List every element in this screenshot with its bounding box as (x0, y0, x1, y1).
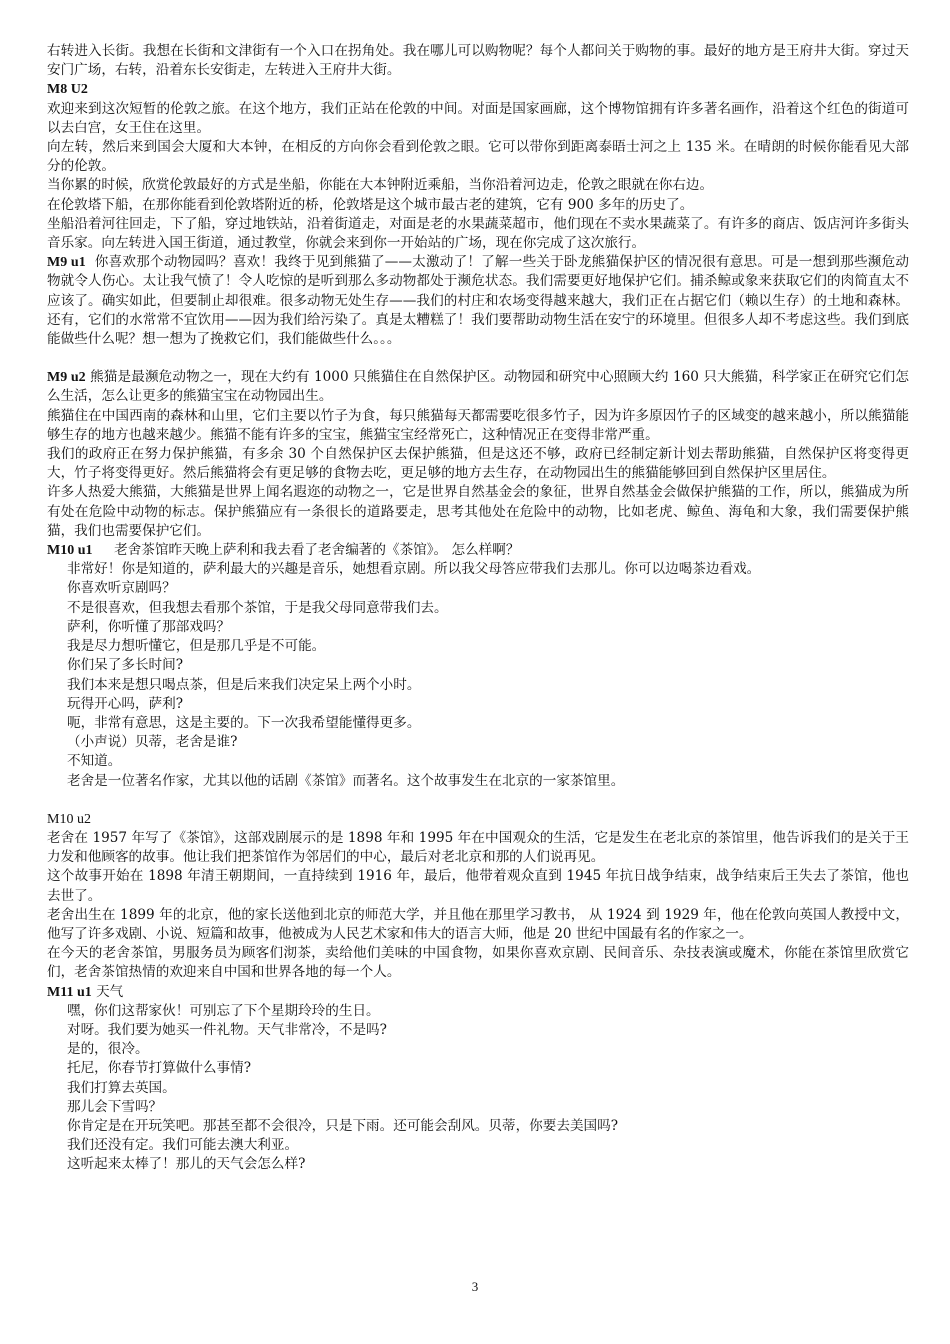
section-m8u2 (47, 80, 909, 253)
dialogue-line: 你肯定是在开玩笑吧。那甚至都不会很冷，只是下雨。还可能会刮风。贝蒂，你要去美国吗? (67, 1117, 619, 1134)
dialogue-line: 这听起来太棒了！那儿的天气会怎么样? (67, 1156, 306, 1173)
dialogue-line: 呃，非常有意思，这是主要的。下一次我希望能懂得更多。 (67, 714, 421, 731)
section-m11u1 (47, 983, 909, 1175)
dialogue-line: 老舍茶馆昨天晚上萨利和我去看了老舍编著的《茶馆》。 怎么样啊？ (114, 542, 520, 559)
m10u2-paragraph: 这个故事开始在 1898 年清王朝期间，一直持续到 1916 年，最后，他带着观众直到 1945 年抗日战争结束，战争结束后王失去了茶馆，他也去世了。 (47, 868, 909, 904)
spacer (47, 349, 909, 368)
spacer (47, 791, 909, 810)
dialogue-line: 你们呆了多长时间? (67, 657, 184, 674)
section-heading-m11u1: M11 u1 (47, 984, 92, 1000)
m8u2-paragraph: 欢迎来到这次短暂的伦敦之旅。在这个地方，我们正站在伦敦的中间。对面是国家画廊，这个博物馆拥有许多著名画作，沿着这个红色的街道可以去白宫，女王住在这里。 (47, 100, 909, 136)
m10u2-paragraph: 老舍出生在 1899 年的北京，他的家长送他到北京的师范大学，并且他在那里学习教书， 从 1924 到 1929 年，他在伦敦向英国人教授中文，他写了许多戏剧、小说、短篇和故事，他被成为人民艺术家和伟大的语言大师，他是 20 世纪中国最有名的作家之一。 (47, 906, 909, 942)
dialogue-line: 不知道。 (67, 753, 122, 770)
section-m9u2 (47, 368, 909, 541)
m9u2-paragraph: 我们的政府正在努力保护熊猫，有多余 30 个自然保护区去保护熊猫，但是这还不够，政府已经制定新计划去帮助熊猫，自然保护区将变得更大，竹子将变得更好。然后熊猫将会有更足够的食物去吃，更足够的地方去生存，在动物园出生的熊猫能够回到自然保护区里居住。 (47, 446, 909, 482)
m8u2-paragraph: 在伦敦塔下船，在那你能看到伦敦塔附近的桥，伦敦塔是这个城市最古老的建筑，它有 900 多年的历史了。 (47, 196, 694, 213)
dialogue-line: 嘿，你们这帮家伙！可别忘了下个星期玲玲的生日。 (67, 1002, 380, 1019)
page-number: 3 (471, 1279, 479, 1294)
dialogue-m10u1 (47, 560, 909, 790)
section-heading-m10u2: M10 u2 (47, 811, 91, 827)
dialogue-line: 对呀。我们要为她买一件礼物。天气非常冷，不是吗? (67, 1021, 387, 1038)
m9u2-paragraph: 熊猫住在中国西南的森林和山里，它们主要以竹子为食，每只熊猫每天都需要吃很多竹子，因为许多原因竹子的区域变的越来越小，所以熊猫能够生存的地方也越来越少。熊猫不能有许多的宝宝，熊猫宝宝经常死亡，这种情况正在变得非常严重。 (47, 407, 909, 443)
section-heading-m9u1: M9 u1 (47, 255, 86, 271)
dialogue-line: 不是很喜欢，但我想去看那个茶馆，于是我父母同意带我们去。 (67, 599, 448, 616)
dialogue-line: 萨利，你听懂了那部戏吗？ (67, 618, 231, 635)
dialogue-line: 是的，很冷。 (67, 1041, 149, 1058)
m8u2-paragraph: 坐船沿着河往回走，下了船，穿过地铁站，沿着街道走，对面是老的水果蔬菜超市，他们现在不卖水果蔬菜了。有许多的商店、饭店河许多街头音乐家。向左转进入国王街道，通过教堂，你就会来到你一开始站的广场，现在你完成了这次旅行。 (47, 215, 909, 252)
section-m10u2 (47, 810, 909, 983)
dialogue-line: 托尼，你春节打算做什么事情? (67, 1060, 252, 1077)
dialogue-line: 我们打算去英国。 (67, 1079, 176, 1096)
intro-paragraph: 右转进入长街。我想在长街和文津街有一个入口在拐角处。我在哪儿可以购物呢？每个人都问关于购物的事。最好的地方是王府井大街。穿过天安门广场，右转，沿着东长安街走，左转进入王府井大街。 (47, 43, 909, 79)
section-heading-m10u1: M10 u1 (47, 543, 93, 559)
section-m10u1 (47, 541, 909, 791)
m10u2-paragraph: 在今天的老舍茶馆，男服务员为顾客们沏茶，卖给他们美味的中国食物，如果你喜欢京剧、民间音乐、杂技表演或魔术，你能在茶馆里欣赏它们，老舍茶馆热情的欢迎来自中国和世界各地的每一个人。 (47, 945, 909, 981)
section-m9u1 (47, 253, 909, 349)
m9u2-paragraph: 许多人热爱大熊猫，大熊猫是世界上闻名遐迩的动物之一，它是世界自然基金会的象征，世界自然基金会做保护熊猫的工作，所以，熊猫成为所有处在危险中动物的标志。保护熊猫应有一条很长的道路要走，思考其他处在危险中的动物，比如老虎、鲸鱼、海龟和大象，我们需要保护熊猫，我们也需要保护它们。 (47, 484, 909, 539)
dialogue-line: 非常好！你是知道的，萨利最大的兴趣是音乐，她想看京剧。所以我父母答应带我们去那儿。你可以边喝茶边看戏。 (67, 561, 761, 578)
section-heading-m8u2: M8 U2 (47, 82, 88, 98)
m8u2-paragraph: 当你累的时候，欣赏伦敦最好的方式是坐船，你能在大本钟附近乘船，当你沿着河边走，伦敦之眼就在你右边。 (47, 177, 714, 194)
dialogue-line: 我们还没有定。我们可能去澳大利亚。 (67, 1137, 299, 1154)
dialogue-line: 老舍是一位著名作家，尤其以他的话剧《茶馆》而著名。这个故事发生在北京的一家茶馆里。 (67, 772, 625, 789)
dialogue-line: 那儿会下雪吗？ (67, 1098, 163, 1115)
dialogue-line: （小声说）贝蒂，老舍是谁? (67, 734, 238, 751)
m9u1-text: 你喜欢那个动物园吗？喜欢！我终于见到熊猫了——太激动了！了解一些关于卧龙熊猫保护区的情况很有意思。可是一想到那些濒危动物就令人伤心。太让我气愤了！令人吃惊的是听到那么多动物都处于濒危状态。我们需要更好地保护它们。捕杀鲸或象来获取它们的肉简直太不应该了。确实如此，但要制止却很难。很多动物无处生存——我们的村庄和农场变得越来越大，我们正在占据它们（赖以生存）的土地和森林。还有，它们的水常常不宜饮用——因为我们给污染了。真是太糟糕了！我们要帮助动物生活在安宁的环境里。但很多人却不考虑这些。我们到底能做些什么呢？想一想为了挽救它们，我们能做些什么。。。 (47, 254, 909, 348)
dialogue-line: 玩得开心吗，萨利? (67, 695, 184, 712)
m8u2-paragraph: 向左转，然后来到国会大厦和大本钟，在相反的方向你会看到伦敦之眼。它可以带你到距离泰晤士河之上 135 米。在晴朗的时候你能看见大部分的伦敦。 (47, 139, 909, 175)
m9u2-paragraph: 熊猫是最濒危动物之一，现在大约有 1000 只熊猫住在自然保护区。动物园和研究中心照顾大约 160 只大熊猫，科学家正在研究它们怎么生活，怎么让更多的熊猫宝宝在动物园出生。 (47, 369, 909, 405)
section-heading-m9u2: M9 u2 (47, 370, 86, 386)
dialogue-m11u1 (47, 1002, 909, 1175)
document-page (47, 42, 909, 1175)
m10u2-paragraph: 老舍在 1957 年写了《茶馆》，这部戏剧展示的是 1898 年和 1995 年在中国观众的生活，它是发生在老北京的茶馆里，他告诉我们的是关于王力发和他顾客的故事。他让我们把茶馆作为邻居们的中心，最后对老北京和那的人们说再见。 (47, 829, 909, 866)
dialogue-line: 你喜欢听京剧吗？ (67, 580, 176, 597)
dialogue-line: 我是尽力想听懂它，但是那几乎是不可能。 (67, 638, 326, 655)
section-title-m11u1: 天气 (96, 983, 124, 1000)
dialogue-line: 我们本来是想只喝点茶，但是后来我们决定呆上两个小时。 (67, 676, 421, 693)
